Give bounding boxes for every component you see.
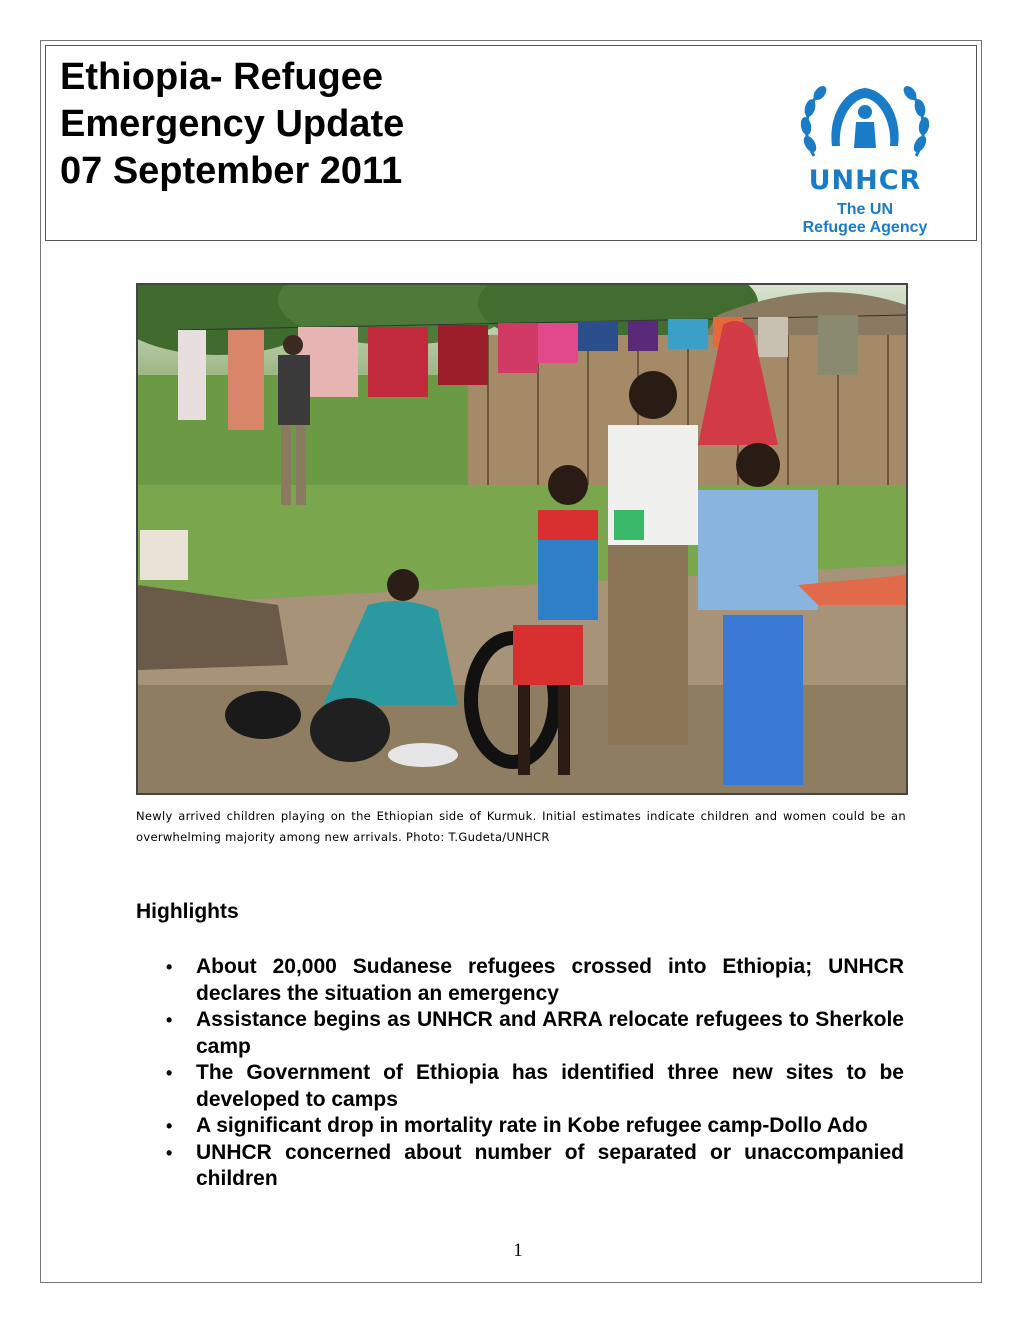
list-item <box>166 1007 904 1060</box>
bullet-icon: • <box>166 957 173 977</box>
list-item <box>166 1113 904 1140</box>
list-item-text: A significant drop in mortality rate in Kobe refugee camp-Dollo Ado <box>196 1114 868 1137</box>
list-item <box>166 1140 904 1193</box>
list-item <box>166 1060 904 1113</box>
logo-tagline-line: The UN <box>837 201 893 218</box>
refugee-children-photo <box>136 283 908 795</box>
list-item-text: Assistance begins as UNHCR and ARRA relocate refugees to Sherkole camp <box>196 1008 904 1058</box>
bullet-icon: • <box>166 1142 173 1163</box>
highlights-heading: Highlights <box>136 900 239 923</box>
list-item-text: The Government of Ethiopia has identified three new sites to be developed to camps <box>196 1061 904 1111</box>
title-line: 07 September 2011 <box>60 150 403 192</box>
page-number: 1 <box>513 1240 523 1261</box>
bullet-icon: • <box>166 1010 173 1030</box>
photo-caption: Newly arrived children playing on the Ethiopian side of Kurmuk. Initial estimates indicate children and women could be an overwhelming majority among new arrivals. Photo: T.Gudeta/UNHCR <box>136 809 906 844</box>
list-item-text: UNHCR concerned about number of separated or unaccompanied children <box>196 1140 904 1190</box>
bullet-icon: • <box>166 1063 173 1083</box>
logo-tagline <box>784 201 946 237</box>
highlights-list <box>166 954 904 1193</box>
bullet-icon: • <box>166 1116 173 1136</box>
title-line: Ethiopia- Refugee <box>60 56 384 98</box>
list-item <box>166 954 904 1007</box>
page-title <box>60 54 404 195</box>
logo-wordmark: UNHCR <box>808 165 922 196</box>
logo-tagline-line: Refugee Agency <box>802 219 928 236</box>
title-line: Emergency Update <box>60 103 405 145</box>
list-item-text: About 20,000 Sudanese refugees crossed into Ethiopia; UNHCR declares the situation an emergency <box>196 955 904 1005</box>
